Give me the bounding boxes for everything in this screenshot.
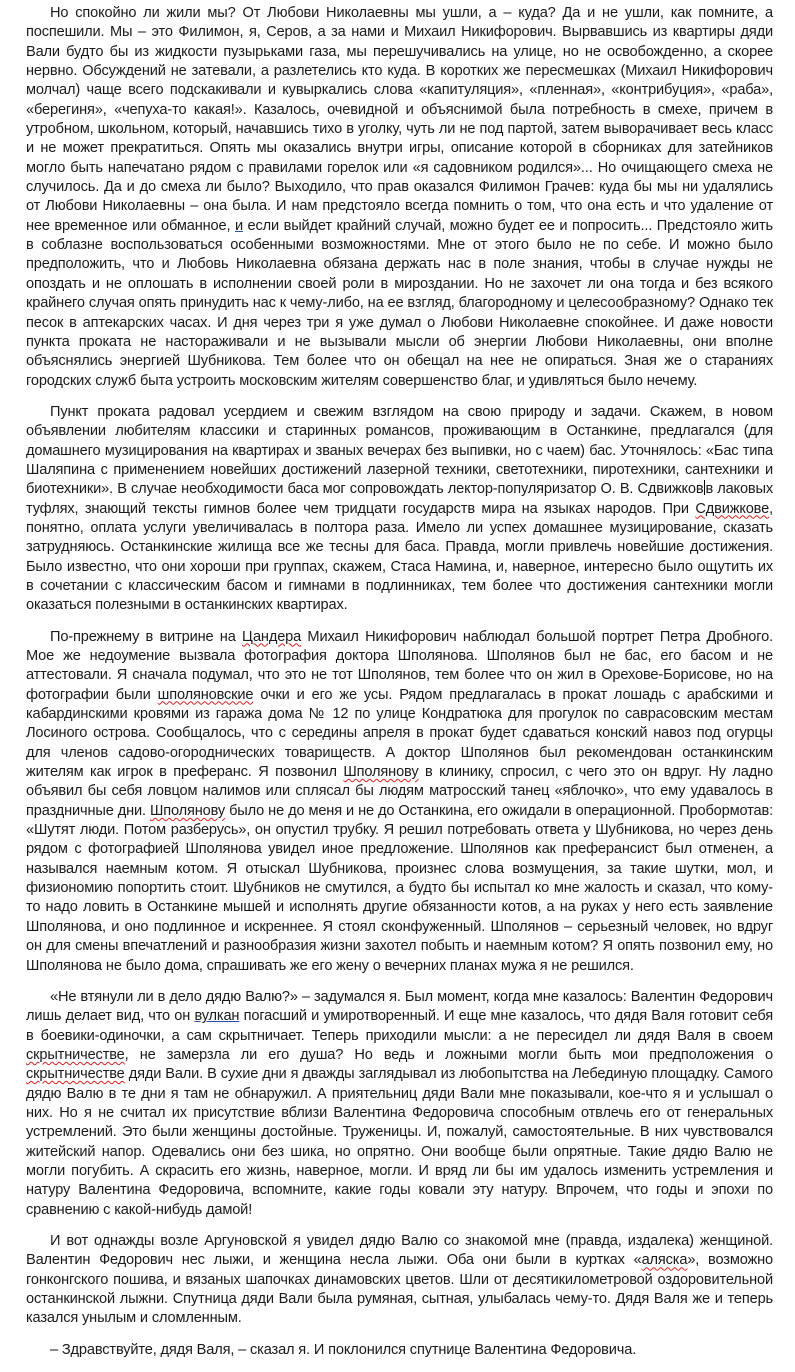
document-page[interactable] [26,4,773,1372]
text-run: в лаковых туфлях, знающий тексты гимнов более чем тридцати государств мира на языках народов. При [26,481,773,517]
text-run: погасший и умиротворенный. И еще мне казалось, что дядя Валя готовит себя в боевики-одиночки, а сам скрытничает. Теперь приходили мысли: а не пересидел ли дядя Валя в своем [26,1008,774,1044]
spellcheck-flagged-word[interactable]: аляска [641,1252,688,1269]
body-paragraph [26,1232,773,1329]
spellcheck-flagged-word[interactable]: Сдвижкове [695,500,770,517]
underlined-word: и [234,217,243,234]
text-run: По-прежнему в витрине на [50,628,242,645]
text-run: , не замерзла ли его душа? Но ведь и ложными могли быть мои предположения о [124,1046,773,1063]
body-paragraph [26,628,773,976]
text-run: Но спокойно ли жили мы? От Любови Николаевны мы ушли, а – куда? Да и не ушли, как помните, а поспешили. Мы – это Филимон, я, Серов, а за нами и Михаил Никифорович. Вырвавшись из квартиры дяди Вали будто бы из жидкости пузырьками газа, мы перешучивались на улице, но не освобожденно, а скорее нервно. Обсуждений не затевали, а разлетелись кто куда. В коротких же пересмешках (Михаил Никифорович молчал) чаще всего подскакивали и кувыркались слова «капитуляция», «пленная», «контрибуция», «раба», «берегиня», «чепуха-то какая!». Казалось, очевидной и объяснимой была потребность в смехе, причем в утробном, школьном, который, начавшись тихо в уголку, чуть ли не под партой, затем выворачивает весь класс и не может прекратиться. Опять мы оказались внутри игры, описание которой в сборниках для затейников могло быть напечатано рядом с правилами горелок или «я садовником родился»... Но очищающего смеха не случилось. Да и до смеха ли было? Выходило, что прав оказался Филимон Грачев: куда бы мы ни удалялись от Любови Николаевны – она была. И нам предстояло всегда помнить о том, что она есть и что удаление от нее временное или обманное, [26,5,773,234]
spellcheck-flagged-word[interactable]: Шполянову [149,802,226,819]
text-run: И вот однажды возле Аргуновской я увидел дядю Валю со знакомой мне (правда, издалека) женщиной. Валентин Федорович нес лыжи, и женщина несла лыжи. Оба они были в куртках « [26,1232,773,1269]
text-run: , понятно, оплата услуги увеличивалась в полтора раза. Имело ли успех домашнее музицирование, сказать затрудняюсь. Останкинские жилища все же тесны для баса. Правда, могли привлечь новейшие достижения. Было известно, что они хороши при группах, скажем, Стаса Намина, и, наверное, интересно было ощутить их в сочетании с классическим басом и гимнами в подлинниках, тем более что достижения сантехники могли оказаться полезными в останкинских квартирах. [26,500,773,614]
spellcheck-flagged-word[interactable]: скрытничестве [26,1046,125,1063]
text-run: было не до меня и не до Останкина, его ожидали в операционной. Пробормотав: «Шутят люди. Потом разберусь», он опустил трубку. Я решил потребовать ответа у Шубникова, но через день рядом с фотографией Шполянова увидел иное предложение. Шполянов как преферансист был отменен, а назывался наемным котом. Я отыскал Шубникова, произнес слова возмущения, за такие шутки, мол, и физиономию попортить стоит. Шубников не смутился, а будто бы испытал ко мне жалость и сказал, что кому-то надо ловить в Останкине мышей и исполнять другие обязанности котов, а на руках у него есть заявление Шполянова, и оно подлинное и искреннее. Я стоял сконфуженный. Шполянов – серьезный человек, но вдруг он для смены впечатлений и разнообразия жизни захотел побыть и наемным котом? Я опять позвонил ему, но Шполянова не было дома, спрашивать же его жену о вечерних планах мужа я не решился. [26,802,773,974]
underlined-word: вулкан [194,1008,240,1025]
body-paragraph [26,4,773,391]
text-run: », возможно гонконгского пошива, и вязаных шапочках динамовских цветов. Шли от десятикилометровой оздоровительной останкинской лыжни. Спутница дяди Вали была румяная, сытная, улыбалась чему-то. Дядя Валя же и теперь казался унылым и сломленным. [26,1252,773,1327]
spellcheck-flagged-word[interactable]: Цандера [242,628,302,645]
text-run: дяди Вали. В сухие дни я дважды заглядывал из любопытства на Лебединую площадку. Самого дядю Валю в те дни я там не обнаружил. А приятельниц дяди Вали мне показывали, кое-что я и услышал о них. Но я не считал их присутствие вблизи Валентина Федоровича способным отвлечь его от генеральных устремлений. Это были женщины достойные. Труженицы. И, пожалуй, самостоятельные. В них чувствовался житейский напор. Одевались они без шика, но опрятно. Они вообще были опрятные. Такие дядю Валю не могли погубить. А скрасить его жизнь, наверное, могли. И вряд ли бы им удалось изменить устремления и натуру Валентина Федоровича, вспомните, какие годы ковали эту натуру. Впрочем, что годы и эпохи по сравнению с какой-нибудь дамой! [26,1066,773,1218]
text-run: – Здравствуйте, дядя Валя, – сказал я. И поклонился спутнице Валентина Федоровича. [50,1341,637,1358]
text-run: Михаил Никифорович наблюдал большой портрет Петра Дробного. Мое же недоумение вызвала фотография доктора Шполянова. Шполянов был не бас, его басом и не аттестовали. Я сначала подумал, что это не тот Шполянов, тем более что он жил в Орехове-Борисове, но на фотографии были [26,628,773,703]
dialog-paragraph [26,1341,773,1360]
spellcheck-flagged-word[interactable]: скрытничестве [26,1066,125,1083]
text-run: Пункт проката радовал усердием и свежим взглядом на свою природу и задачи. Скажем, в новом объявлении любителям классики и старинных романсов, проживающим в Останкине, предлагался (для домашнего музицирования на квартирах и званых вечерах без выпивки, но с чаем) бас. Уточнялось: «Бас типа Шаляпина с применением новейших достижений лазерной техники, светотехники, пиротехники, сантехники и биотехники». В случае необходимости баса мог сопровождать лектор-популяризатор О. В. Сдвижков [26,403,773,498]
spellcheck-flagged-word[interactable]: Шполянову [343,764,419,781]
text-run: «Не втянули ли в дело дядю Валю?» – задумался я. Был момент, когда мне казалось: Валентин Федорович лишь делает вид, что он [26,988,773,1025]
text-run: если выйдет крайний случай, можно будет ее и попросить... Предстояло жить в соблазне воспользоваться особенными возможностями. Мне от этого было не по себе. И можно было предположить, что и Любовь Николаевна обязана держать нас в поле знания, чтобы в случае нужды не опоздать и не оплошать в исполнении своей роли в мироздании. Но не захочет ли она тогда и без всякого крайнего случая опять принудить нас к чему-либо, на ее взгляд, благородному и целесообразному? Однако тек песок в аптекарских часах. И дня через три я уже думал о Любови Николаевне спокойнее. И даже новости пункта проката не настораживали и не вызывали мысли об энергии Любови Николаевны, они вполне объяснялись энергией Шубникова. Тем более что он обещал на нее не опираться. Зная же о стараниях городских служб быта устроить московским жителям совершенство благ, и удивляться было нечему. [26,217,773,389]
text-run: в клинику, спросил, с чего это он вдруг. Ну ладно объявил бы себя ловцом налимов или сплясал бы людям матросский танец «яблочко», что ему удавалось в праздничные дни. [26,764,773,819]
body-paragraph [26,403,773,616]
text-run: очки и его же усы. Рядом предлагалась в прокат лошадь с арабскими и кабардинскими кровями из гаража дома № 12 по улице Кондратюка для прогулок по саврасовским местам Лосиного острова. Сообщалось, что с середины апреля в прокат будет сдаваться конский навоз под огурцы для членов садово-огороднических товариществ. А доктор Шполянов был рекомендован останкинским жителям как игрок в преферанс. Я позвонил [26,686,774,781]
body-paragraph [26,988,773,1220]
spellcheck-flagged-word[interactable]: шполяновские [157,686,254,703]
